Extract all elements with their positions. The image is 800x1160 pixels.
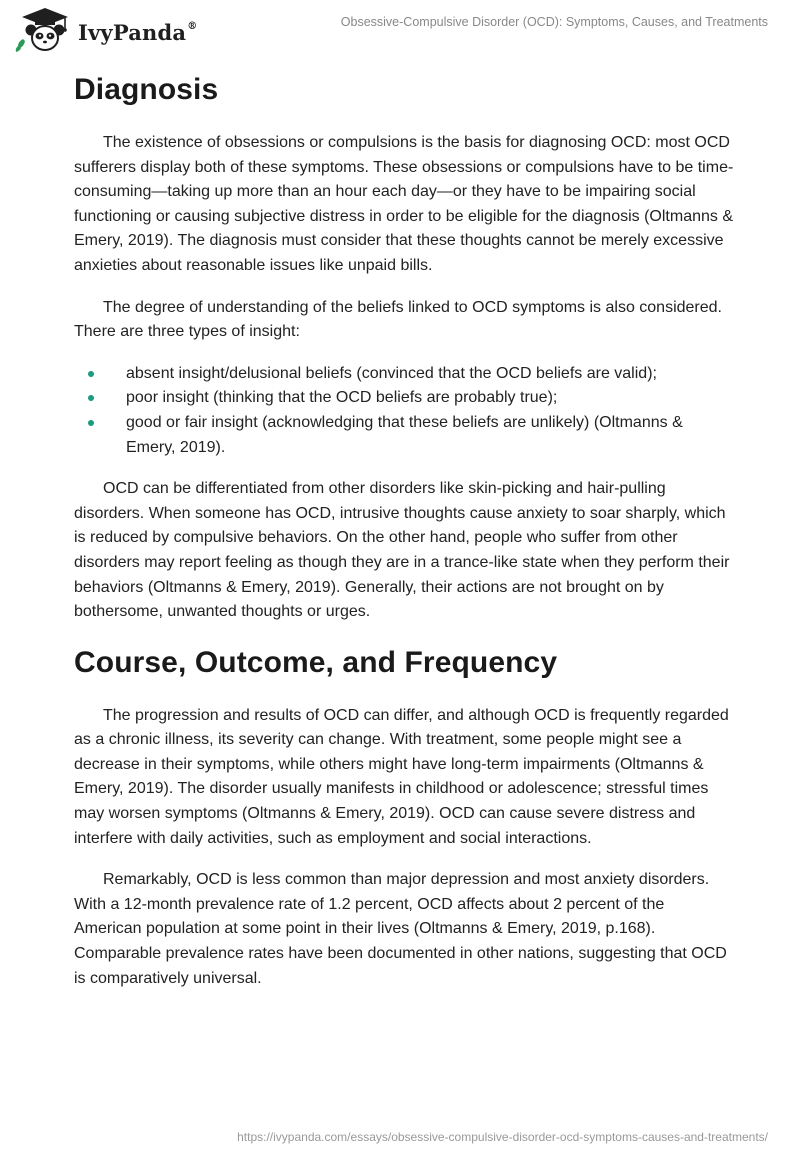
bullet-icon <box>88 395 94 401</box>
insight-list <box>74 362 734 460</box>
document-title: Obsessive-Compulsive Disorder (OCD): Symptoms, Causes, and Treatments <box>340 15 768 29</box>
paragraph: The existence of obsessions or compulsions is the basis for diagnosing OCD: most OCD sufferers display both of these symptoms. These obsessions or compulsions have to be time-consuming—taking up more than an hour each day—or they have to be impairing social functioning or causing subjective distress in order to be eligible for the diagnosis (Oltmanns & Emery, 2019). The diagnosis must consider that these thoughts cannot be merely excessive anxieties about reasonable issues like unpaid bills. <box>74 134 734 274</box>
page-header <box>0 0 800 60</box>
article-body <box>74 68 734 991</box>
paragraph: The degree of understanding of the beliefs linked to OCD symptoms is also considered. There are three types of insight: <box>74 298 722 341</box>
section-heading-diagnosis: Diagnosis <box>74 73 219 106</box>
logo-wordmark: IvyPanda® <box>78 19 198 45</box>
paragraph: OCD can be differentiated from other disorders like skin-picking and hair-pulling disorders. When someone has OCD, intrusive thoughts cause anxiety to soar sharply, which is reduced by compulsive behaviors. On the other hand, people who suffer from other disorders may report feeling as though they are in a trance-like state when they perform their behaviors (Oltmanns & Emery, 2019). Generally, their actions are not brought on by bothersome, unwanted thoughts or urges. <box>74 480 730 621</box>
list-item: good or fair insight (acknowledging that these beliefs are unlikely) (Oltmanns & Emery, 2019). <box>74 411 734 460</box>
list-item: absent insight/delusional beliefs (convinced that the OCD beliefs are valid); <box>74 362 734 387</box>
list-item: poor insight (thinking that the OCD beliefs are probably true); <box>74 386 734 411</box>
panda-graduate-icon <box>14 6 76 54</box>
source-url-link[interactable]: https://ivypanda.com/essays/obsessive-compulsive-disorder-ocd-symptoms-causes-and-treatments/ <box>237 1130 768 1144</box>
section-heading-course: Course, Outcome, and Frequency <box>74 645 558 679</box>
paragraph: The progression and results of OCD can differ, and although OCD is frequently regarded as a chronic illness, its severity can change. With treatment, some people might see a decrease in their symptoms, while others might have long-term impairments (Oltmanns & Emery, 2019). The disorder usually manifests in childhood or adolescence; stressful times may worsen symptoms (Oltmanns & Emery, 2019). OCD can cause severe distress and interfere with daily activities, such as employment and social interactions. <box>74 706 729 847</box>
ivypanda-logo[interactable] <box>14 6 197 54</box>
bullet-icon <box>88 420 94 426</box>
paragraph: Remarkably, OCD is less common than major depression and most anxiety disorders. With a 12-month prevalence rate of 1.2 percent, OCD affects about 2 percent of the American population at some point in their lives (Oltmanns & Emery, 2019, p.168). Comparable prevalence rates have been documented in other nations, suggesting that OCD is comparatively universal. <box>74 871 727 987</box>
bullet-icon <box>88 371 94 377</box>
